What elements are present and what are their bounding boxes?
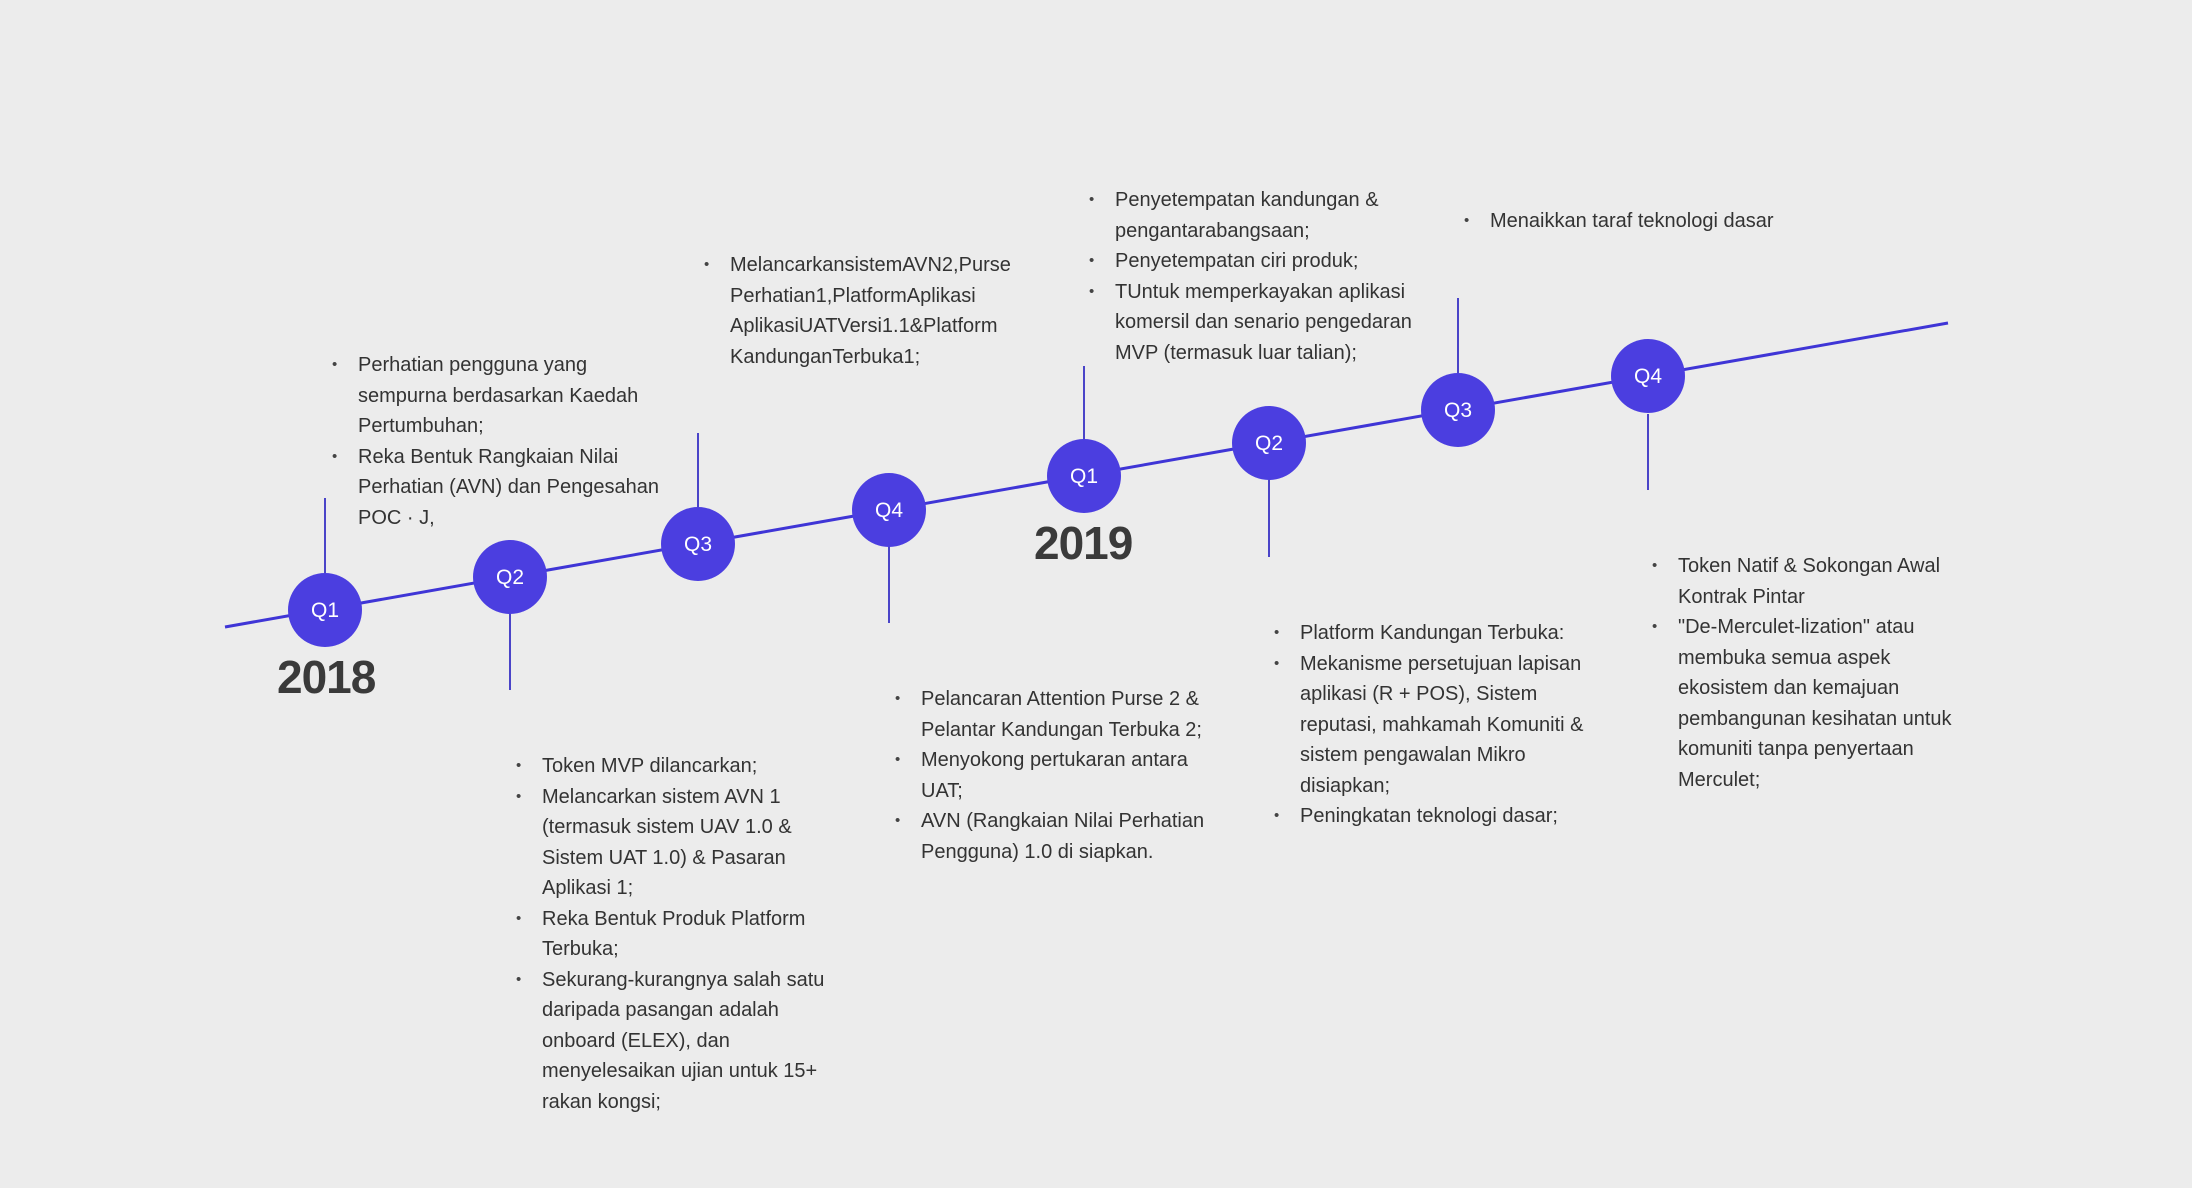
quarter-label: Q2 — [495, 566, 525, 589]
milestone-item: • Melancarkan sistem AVN 1 (termasuk sistem UAV 1.0 & Sistem UAT 1.0) & Pasaran Aplikasi 1; — [516, 782, 846, 904]
quarter-label: Q2 — [1254, 432, 1284, 455]
quarter-label: Q1 — [310, 599, 340, 622]
milestone-item: • Penyetempatan ciri produk; — [1089, 246, 1429, 277]
milestone-item: • Token MVP dilancarkan; — [516, 751, 846, 782]
quarter-node — [852, 473, 926, 547]
quarter-node — [288, 573, 362, 647]
milestone-item: • Perhatian pengguna yang sempurna berdasarkan Kaedah Pertumbuhan; — [332, 350, 672, 442]
quarter-node — [1421, 373, 1495, 447]
milestone-item: • Reka Bentuk Produk Platform Terbuka; — [516, 904, 846, 965]
milestone-2019-q1-notes — [1089, 185, 1429, 368]
milestone-item: • MelancarkansistemAVN2,Purse Perhatian1,PlatformAplikasi AplikasiUATVersi1.1&Platform KandunganTerbuka1; — [704, 250, 1044, 372]
milestone-item: • "De-Merculet-lization" atau membuka semua aspek ekosistem dan kemajuan pembangunan kesihatan untuk komuniti tanpa penyertaan Merculet; — [1652, 612, 1982, 795]
milestone-item: • Sekurang-kurangnya salah satu daripada pasangan adalah onboard (ELEX), dan menyelesaikan ujian untuk 15+ rakan kongsi; — [516, 965, 846, 1118]
milestone-item: • Pelancaran Attention Purse 2 & Pelantar Kandungan Terbuka 2; — [895, 684, 1235, 745]
milestone-item: • Mekanisme persetujuan lapisan aplikasi (R + POS), Sistem reputasi, mahkamah Komuniti & sistem pengawalan Mikro disiapkan; — [1274, 649, 1614, 802]
year-label-2019: 2019 — [1034, 517, 1133, 569]
quarter-label: Q3 — [683, 533, 713, 556]
quarter-node — [661, 507, 735, 581]
year-label-2018: 2018 — [277, 651, 376, 703]
quarter-label: Q4 — [874, 499, 904, 522]
milestone-2019-q4-notes — [1652, 551, 1982, 795]
milestone-2018-q2-notes — [516, 751, 846, 1117]
quarter-node — [473, 540, 547, 614]
milestone-item: • AVN (Rangkaian Nilai Perhatian Pengguna) 1.0 di siapkan. — [895, 806, 1235, 867]
quarter-node — [1047, 439, 1121, 513]
milestone-item: • TUntuk memperkayakan aplikasi komersil dan senario pengedaran MVP (termasuk luar talian); — [1089, 277, 1429, 369]
milestone-item: • Penyetempatan kandungan & pengantarabangsaan; — [1089, 185, 1429, 246]
quarter-label: Q3 — [1443, 399, 1473, 422]
quarter-label: Q1 — [1069, 465, 1099, 488]
milestone-item: • Platform Kandungan Terbuka: — [1274, 618, 1614, 649]
milestone-item: • Peningkatan teknologi dasar; — [1274, 801, 1614, 832]
milestone-2019-q3-notes — [1464, 206, 1864, 237]
milestone-item: • Menyokong pertukaran antara UAT; — [895, 745, 1235, 806]
milestone-item: • Reka Bentuk Rangkaian Nilai Perhatian (AVN) dan Pengesahan POC · J, — [332, 442, 672, 534]
milestone-2018-q3-notes — [704, 250, 1044, 372]
milestone-2018-q1-notes — [332, 350, 672, 533]
quarter-label: Q4 — [1633, 365, 1663, 388]
quarter-node — [1232, 406, 1306, 480]
milestone-item: • Menaikkan taraf teknologi dasar — [1464, 206, 1864, 237]
milestone-2019-q2-notes — [1274, 618, 1614, 832]
quarter-node — [1611, 339, 1685, 413]
milestone-item: • Token Natif & Sokongan Awal Kontrak Pintar — [1652, 551, 1982, 612]
milestone-2018-q4-notes — [895, 684, 1235, 867]
